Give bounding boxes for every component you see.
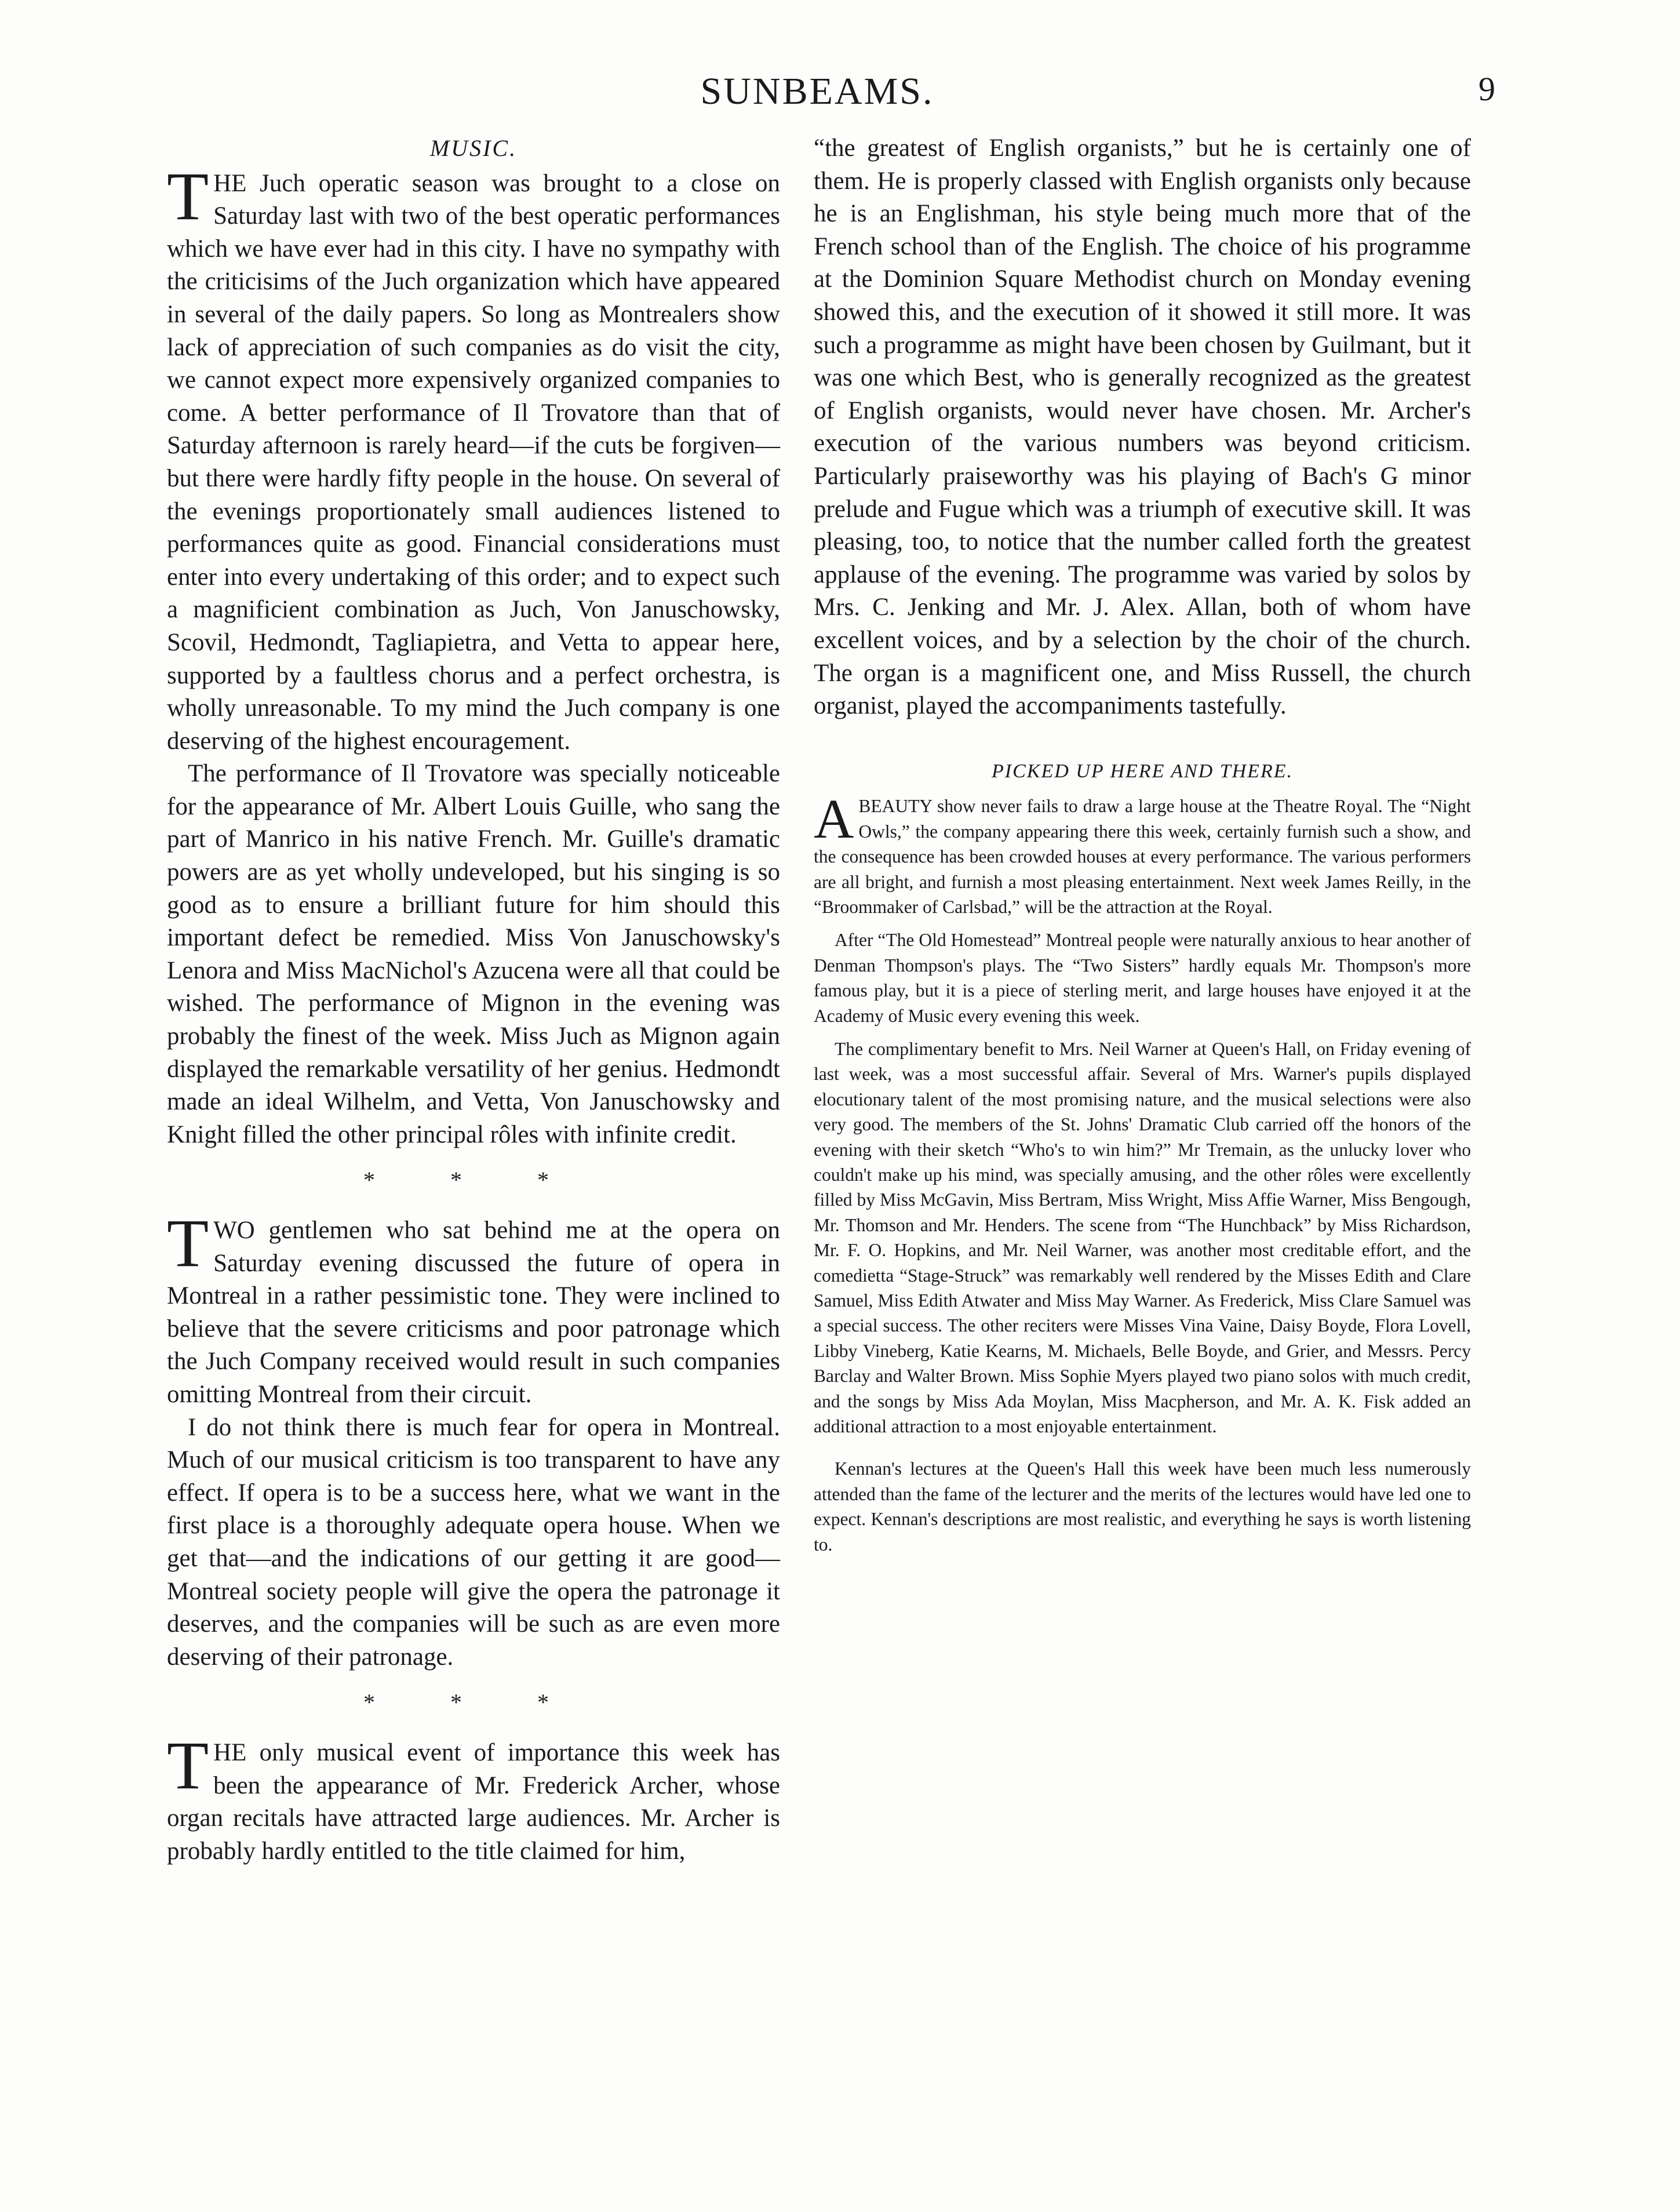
section-divider-1: * * * xyxy=(363,1167,584,1194)
masthead-title: SUNBEAMS. xyxy=(700,70,934,112)
archer-paragraph-continued: “the greatest of English organists,” but he is certainly one of them. He is properly classed with English organists only because he is an Englishman, his style being much more that of the French school than of the English. The choice of his programme at the Dominion Square Methodist church on Monday evening showed this, and the execution of it showed it still more. It was such a programme as might have been chosen by Guilmant, but it was one which Best, who is generally recognized as the greatest of English organists, would never have chosen. Mr. Archer's execution of the various numbers was beyond criticism. Particularly praiseworthy was his playing of Bach's G minor prelude and Fugue which was a triumph of executive skill. It was pleasing, too, to notice that the number called forth the greatest applause of the evening. The programme was varied by solos by Mrs. C. Jenking and Mr. J. Alex. Allan, both of whom have excellent voices, and by a selection by the choir of the church. The organ is a magnificent one, and Miss Russell, the church organist, played the accompaniments tastefully. xyxy=(814,134,1471,720)
picked-up-paragraph-4: Kennan's lectures at the Queen's Hall this week have been much less numerously attended than the fame of the lecturer and the merits of the lectures would have led one to expect. Kennan's descriptions are most realistic, and everything he says is worth listening to. xyxy=(814,1458,1471,1555)
opera-paragraph-1: TWO gentlemen who sat behind me at the opera on Saturday evening discussed the future of opera in Montreal in a rather pessimistic tone. They were inclined to believe that the severe criticisms and poor patronage which the Juch Company received would result in such companies omitting Montreal from their circuit. xyxy=(167,1205,780,1408)
archer-paragraph-1: THE only musical event of importance this week has been the appearance of Mr. Frederick Archer, whose organ recitals have attracted large audiences. Mr. Archer is probably hardly entitled to the title claimed for him, xyxy=(167,1727,780,1865)
picked-up-paragraph-2: After “The Old Homestead” Montreal people were naturally anxious to hear another of Denman Thompson's plays. The “Two Sisters” hardly equals Mr. Thompson's more famous play, but it is a piece of sterling merit, and large houses have enjoyed it at the Academy of Music every evening this week. xyxy=(814,930,1471,1026)
page-header xyxy=(139,70,1495,122)
music-section-title: MUSIC. xyxy=(429,135,518,161)
music-paragraph-2: The performance of Il Trovatore was specially noticeable for the appearance of Mr. Albert Louis Guille, who sang the part of Manrico in his native French. Mr. Guille's dramatic powers are as yet wholly undeveloped, but his singing is so good as to ensure a brilliant future for him should this important defect be remedied. Miss Von Januschowsky's Lenora and Miss MacNichol's Azucena were all that could be wished. The performance of Mignon in the evening was probably the finest of the week. Miss Juch as Mignon again displayed the remarkable versatility of her genius. Hedmondt made an ideal Wilhelm, and Vetta, Von Januschowsky and Knight filled the other principal rôles with infinite credit. xyxy=(167,760,780,1148)
section-divider-2: * * * xyxy=(363,1689,584,1716)
music-paragraph-1: THE Juch operatic season was brought to a close on Saturday last with two of the best operatic performances which we have ever had in this city. I have no sympathy with the criticisims of the Juch organization which have appeared in several of the daily papers. So long as Montrealers show lack of appreciation of such companies as do visit the city, we cannot expect more expensively organized companies to come. A better performance of Il Trovatore than that of Saturday afternoon is rarely heard—if the cuts be forgiven—but there were hardly fifty people in the house. On several of the evenings proportionately small audiences listened to performances quite as good. Financial considerations must enter into every undertaking of this order; and to expect such a magnificient combination as Juch, Von Januschowsky, Scovil, Hedmondt, Tagliapietra, and Vetta to appear here, supported by a faultless chorus and a perfect orchestra, is wholly unreasonable. To my mind the Juch company is one deserving of the highest encouragement. xyxy=(167,158,780,755)
page-number: 9 xyxy=(1478,70,1495,108)
picked-up-section-body xyxy=(814,788,1471,1557)
picked-up-paragraph-3: The complimentary benefit to Mrs. Neil Warner at Queen's Hall, on Friday evening of last week, was a most successful affair. Several of Mrs. Warner's pupils displayed elocutionary talent of the most promising nature, and the musical selections were also very good. The members of the St. Johns' Dramatic Club carried off the honors of the evening with their sketch “Who's to win him?” Mr Tremain, as the unlucky lover who couldn't make up his mind, was specially amusing, and the other rôles were excellently filled by Miss McGavin, Miss Bertram, Miss Wright, Miss Affie Warner, Miss Bengough, Mr. Thomson and Mr. Henders. The scene from “The Hunchback” by Miss Richardson, Mr. F. O. Hopkins, and Mr. Neil Warner, was another most creditable effort, and the comedietta “Stage-Struck” was remarkably well rendered by the Misses Edith and Clare Samuel, Miss Edith Atwater and Miss May Warner. As Frederick, Miss Clare Samuel was a special success. The other reciters were Misses Vina Vaine, Daisy Boyde, Flora Lovell, Libby Vineberg, Katie Kearns, M. Michaels, Belle Boyde, and Grier, and Messrs. Percy Barclay and Walter Brown. Miss Sophie Myers played two piano solos with much credit, and the songs by Miss Ada Moylan, Miss Macpherson, and Mr. A. K. Fisk added an additional attraction to a most enjoyable entertainment. xyxy=(814,1038,1471,1437)
opera-paragraph-2: I do not think there is much fear for opera in Montreal. Much of our musical criticism is too transparent to have any effect. If opera is to be a success here, what we want in the first place is a thoroughly adequate opera house. When we get that—and the indications of our getting it are good—Montreal society people will give the opera the patronage it deserves, and the companies will be such as are even more deserving of their patronage. xyxy=(167,1413,780,1671)
picked-up-paragraph-1: ABEAUTY show never fails to draw a large house at the Theatre Royal. The “Night Owls,” the company appearing there this week, certainly furnish such a show, and the consequence has been crowded houses at every performance. The various performers are all bright, and furnish a most pleasing entertainment. Next week James Reilly, in the “Broommaker of Carlsbad,” will be the attraction at the Royal. xyxy=(814,788,1471,917)
right-column xyxy=(814,132,1471,1565)
left-column xyxy=(167,132,780,1868)
picked-up-section-title: PICKED UP HERE AND THERE. xyxy=(992,760,1293,782)
